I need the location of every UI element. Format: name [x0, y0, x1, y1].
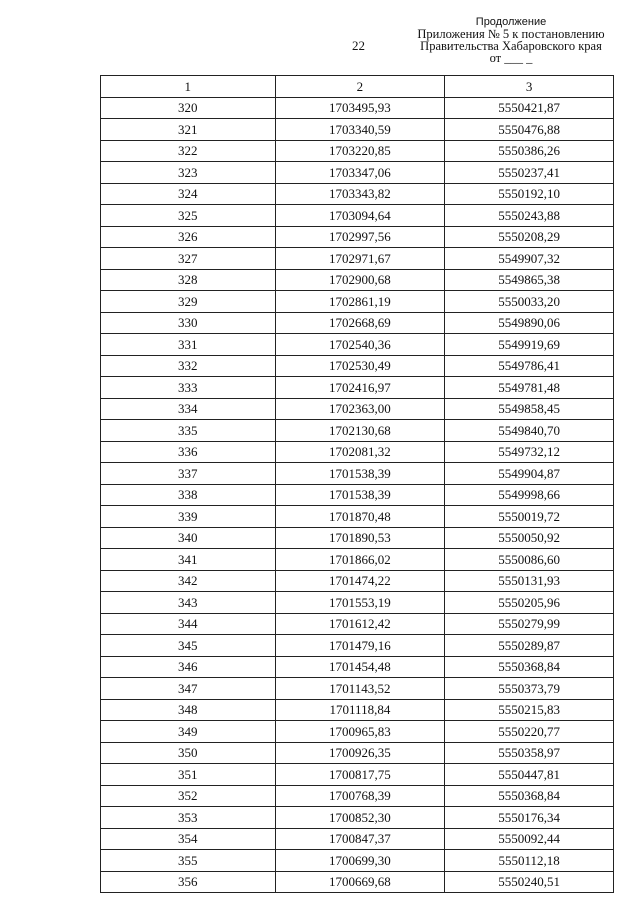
point-number-cell: 335 — [101, 420, 276, 442]
y-coordinate-cell: 5550112,18 — [445, 850, 614, 872]
point-number-cell: 321 — [101, 119, 276, 141]
y-coordinate-cell: 5549786,41 — [445, 355, 614, 377]
table-row — [101, 355, 614, 377]
y-coordinate-cell: 5550050,92 — [445, 527, 614, 549]
x-coordinate-cell: 1701479,16 — [275, 635, 445, 657]
appendix-date-line: от ___ _ — [489, 51, 533, 65]
point-number-cell: 339 — [101, 506, 276, 528]
point-number-cell: 324 — [101, 183, 276, 205]
point-number-cell: 333 — [101, 377, 276, 399]
x-coordinate-cell: 1702971,67 — [275, 248, 445, 270]
y-coordinate-cell: 5550386,26 — [445, 140, 614, 162]
point-number-cell: 356 — [101, 871, 276, 893]
y-coordinate-cell: 5550447,81 — [445, 764, 614, 786]
x-coordinate-cell: 1701890,53 — [275, 527, 445, 549]
x-coordinate-cell: 1700768,39 — [275, 785, 445, 807]
point-number-cell: 331 — [101, 334, 276, 356]
x-coordinate-cell: 1703340,59 — [275, 119, 445, 141]
x-coordinate-cell: 1700817,75 — [275, 764, 445, 786]
x-coordinate-cell: 1701870,48 — [275, 506, 445, 528]
table-row — [101, 226, 614, 248]
x-coordinate-cell: 1702530,49 — [275, 355, 445, 377]
point-number-cell: 330 — [101, 312, 276, 334]
y-coordinate-cell: 5550220,77 — [445, 721, 614, 743]
y-coordinate-cell: 5549858,45 — [445, 398, 614, 420]
point-number-cell: 343 — [101, 592, 276, 614]
table-row — [101, 527, 614, 549]
y-coordinate-cell: 5550176,34 — [445, 807, 614, 829]
y-coordinate-cell: 5550208,29 — [445, 226, 614, 248]
table-row — [101, 463, 614, 485]
table-row — [101, 592, 614, 614]
table-row — [101, 269, 614, 291]
y-coordinate-cell: 5549890,06 — [445, 312, 614, 334]
y-coordinate-cell: 5550086,60 — [445, 549, 614, 571]
x-coordinate-cell: 1701538,39 — [275, 463, 445, 485]
x-coordinate-cell: 1702130,68 — [275, 420, 445, 442]
point-number-cell: 328 — [101, 269, 276, 291]
y-coordinate-cell: 5549998,66 — [445, 484, 614, 506]
y-coordinate-cell: 5550131,93 — [445, 570, 614, 592]
point-number-cell: 347 — [101, 678, 276, 700]
table-row — [101, 764, 614, 786]
point-number-cell: 344 — [101, 613, 276, 635]
x-coordinate-cell: 1703220,85 — [275, 140, 445, 162]
table-row — [101, 420, 614, 442]
x-coordinate-cell: 1700926,35 — [275, 742, 445, 764]
y-coordinate-cell: 5549781,48 — [445, 377, 614, 399]
point-number-cell: 342 — [101, 570, 276, 592]
point-number-cell: 337 — [101, 463, 276, 485]
table-row — [101, 140, 614, 162]
x-coordinate-cell: 1700852,30 — [275, 807, 445, 829]
point-number-cell: 329 — [101, 291, 276, 313]
point-number-cell: 336 — [101, 441, 276, 463]
table-row — [101, 742, 614, 764]
point-number-cell: 320 — [101, 97, 276, 119]
x-coordinate-cell: 1700847,37 — [275, 828, 445, 850]
point-number-cell: 323 — [101, 162, 276, 184]
x-coordinate-cell: 1702861,19 — [275, 291, 445, 313]
y-coordinate-cell: 5550033,20 — [445, 291, 614, 313]
x-coordinate-cell: 1700965,83 — [275, 721, 445, 743]
x-coordinate-cell: 1701553,19 — [275, 592, 445, 614]
x-coordinate-cell: 1702668,69 — [275, 312, 445, 334]
x-coordinate-cell: 1700699,30 — [275, 850, 445, 872]
y-coordinate-cell: 5550215,83 — [445, 699, 614, 721]
table-row — [101, 183, 614, 205]
table-row — [101, 635, 614, 657]
point-number-cell: 348 — [101, 699, 276, 721]
table-row — [101, 613, 614, 635]
point-number-cell: 352 — [101, 785, 276, 807]
y-coordinate-cell: 5550476,88 — [445, 119, 614, 141]
y-coordinate-cell: 5549840,70 — [445, 420, 614, 442]
column-header-2: 2 — [275, 76, 445, 98]
y-coordinate-cell: 5550279,99 — [445, 613, 614, 635]
y-coordinate-cell: 5549904,87 — [445, 463, 614, 485]
table-row — [101, 721, 614, 743]
continuation-label: Продолжение — [475, 16, 547, 28]
point-number-cell: 340 — [101, 527, 276, 549]
x-coordinate-cell: 1702540,36 — [275, 334, 445, 356]
table-row — [101, 850, 614, 872]
y-coordinate-cell: 5550421,87 — [445, 97, 614, 119]
table-row — [101, 871, 614, 893]
y-coordinate-cell: 5549919,69 — [445, 334, 614, 356]
point-number-cell: 354 — [101, 828, 276, 850]
appendix-line-1: Приложения № 5 к постановлению — [417, 27, 605, 41]
point-number-cell: 341 — [101, 549, 276, 571]
table-row — [101, 785, 614, 807]
y-coordinate-cell: 5550092,44 — [445, 828, 614, 850]
x-coordinate-cell: 1703094,64 — [275, 205, 445, 227]
x-coordinate-cell: 1702081,32 — [275, 441, 445, 463]
table-row — [101, 291, 614, 313]
x-coordinate-cell: 1701474,22 — [275, 570, 445, 592]
x-coordinate-cell: 1703347,06 — [275, 162, 445, 184]
table-row — [101, 334, 614, 356]
point-number-cell: 327 — [101, 248, 276, 270]
appendix-line-2: Правительства Хабаровского края — [420, 39, 602, 53]
point-number-cell: 350 — [101, 742, 276, 764]
table-row — [101, 549, 614, 571]
page-number: 22 — [352, 38, 365, 53]
x-coordinate-cell: 1702900,68 — [275, 269, 445, 291]
coordinates-table — [100, 75, 614, 893]
x-coordinate-cell: 1701866,02 — [275, 549, 445, 571]
table-row — [101, 484, 614, 506]
table-row — [101, 377, 614, 399]
table-row — [101, 441, 614, 463]
table-row — [101, 807, 614, 829]
point-number-cell: 346 — [101, 656, 276, 678]
x-coordinate-cell: 1702416,97 — [275, 377, 445, 399]
x-coordinate-cell: 1701118,84 — [275, 699, 445, 721]
table-row — [101, 678, 614, 700]
y-coordinate-cell: 5550240,51 — [445, 871, 614, 893]
y-coordinate-cell: 5550373,79 — [445, 678, 614, 700]
point-number-cell: 325 — [101, 205, 276, 227]
y-coordinate-cell: 5550237,41 — [445, 162, 614, 184]
x-coordinate-cell: 1701454,48 — [275, 656, 445, 678]
table-body — [101, 97, 614, 893]
table-row — [101, 312, 614, 334]
x-coordinate-cell: 1700669,68 — [275, 871, 445, 893]
x-coordinate-cell: 1701143,52 — [275, 678, 445, 700]
y-coordinate-cell: 5550368,84 — [445, 656, 614, 678]
table-row — [101, 828, 614, 850]
point-number-cell: 326 — [101, 226, 276, 248]
appendix-header — [406, 16, 616, 64]
x-coordinate-cell: 1701538,39 — [275, 484, 445, 506]
table-row — [101, 119, 614, 141]
table-row — [101, 205, 614, 227]
y-coordinate-cell: 5550368,84 — [445, 785, 614, 807]
point-number-cell: 338 — [101, 484, 276, 506]
table-row — [101, 162, 614, 184]
y-coordinate-cell: 5549907,32 — [445, 248, 614, 270]
point-number-cell: 334 — [101, 398, 276, 420]
table-header-row — [101, 76, 614, 98]
x-coordinate-cell: 1702363,00 — [275, 398, 445, 420]
table-row — [101, 570, 614, 592]
y-coordinate-cell: 5550205,96 — [445, 592, 614, 614]
y-coordinate-cell: 5550358,97 — [445, 742, 614, 764]
x-coordinate-cell: 1701612,42 — [275, 613, 445, 635]
point-number-cell: 332 — [101, 355, 276, 377]
column-header-1: 1 — [101, 76, 276, 98]
y-coordinate-cell: 5549865,38 — [445, 269, 614, 291]
table-row — [101, 656, 614, 678]
point-number-cell: 322 — [101, 140, 276, 162]
point-number-cell: 353 — [101, 807, 276, 829]
x-coordinate-cell: 1703495,93 — [275, 97, 445, 119]
table-row — [101, 248, 614, 270]
column-header-3: 3 — [445, 76, 614, 98]
x-coordinate-cell: 1702997,56 — [275, 226, 445, 248]
table-row — [101, 398, 614, 420]
table-row — [101, 97, 614, 119]
y-coordinate-cell: 5550192,10 — [445, 183, 614, 205]
point-number-cell: 345 — [101, 635, 276, 657]
y-coordinate-cell: 5549732,12 — [445, 441, 614, 463]
table-row — [101, 699, 614, 721]
point-number-cell: 351 — [101, 764, 276, 786]
y-coordinate-cell: 5550019,72 — [445, 506, 614, 528]
x-coordinate-cell: 1703343,82 — [275, 183, 445, 205]
point-number-cell: 355 — [101, 850, 276, 872]
table-row — [101, 506, 614, 528]
y-coordinate-cell: 5550243,88 — [445, 205, 614, 227]
point-number-cell: 349 — [101, 721, 276, 743]
y-coordinate-cell: 5550289,87 — [445, 635, 614, 657]
